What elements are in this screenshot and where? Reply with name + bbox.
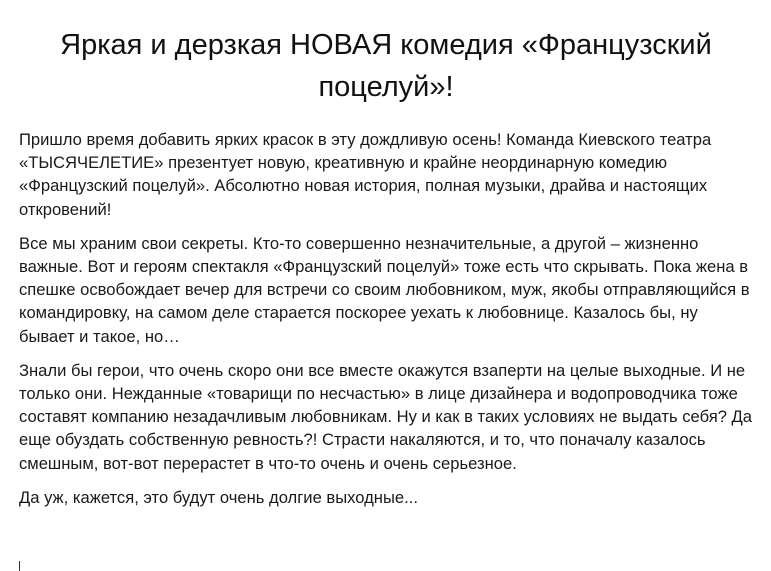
article-paragraph: Знали бы герои, что очень скоро они все вместе окажутся взаперти на целые выходные. И не только они. Нежданные «товарищи по несчастью» в лице дизайнера и водопроводчика тоже составят компанию незадачливым любовникам. Ну и как в таких условиях не выдать себя? Да еще обуздать собственную ревность?! Страсти накаляются, и то, что поначалу казалось смешным, вот-вот перерастет в что-то очень и очень серьезное. <box>19 360 753 473</box>
article-paragraph: Все мы храним свои секреты. Кто-то совершенно незначительные, а другой – жизненно важные. Вот и героям спектакля «Французский поцелуй» тоже есть что скрывать. Пока жена в спешке освобождает вечер для встречи со своим любовником, муж, якобы отправляющийся в командировку, на самом деле старается поскорее уехать к любовнице. Казалось бы, ну бывает и такое, но… <box>19 233 750 346</box>
article <box>19 24 753 520</box>
article-title: Яркая и дерзкая НОВАЯ комедия «Французский поцелуй»! <box>60 29 712 103</box>
text-cursor <box>19 561 20 571</box>
article-paragraph: Пришло время добавить ярких красок в эту дождливую осень! Команда Киевского театра «ТЫСЯЧЕЛЕТИЕ» презентует новую, креативную и крайне неординарную комедию «Французский поцелуй». Абсолютно новая история, полная музыки, драйва и настоящих откровений! <box>19 130 712 219</box>
article-paragraph: Да уж, кажется, это будут очень долгие выходные... <box>19 487 418 507</box>
